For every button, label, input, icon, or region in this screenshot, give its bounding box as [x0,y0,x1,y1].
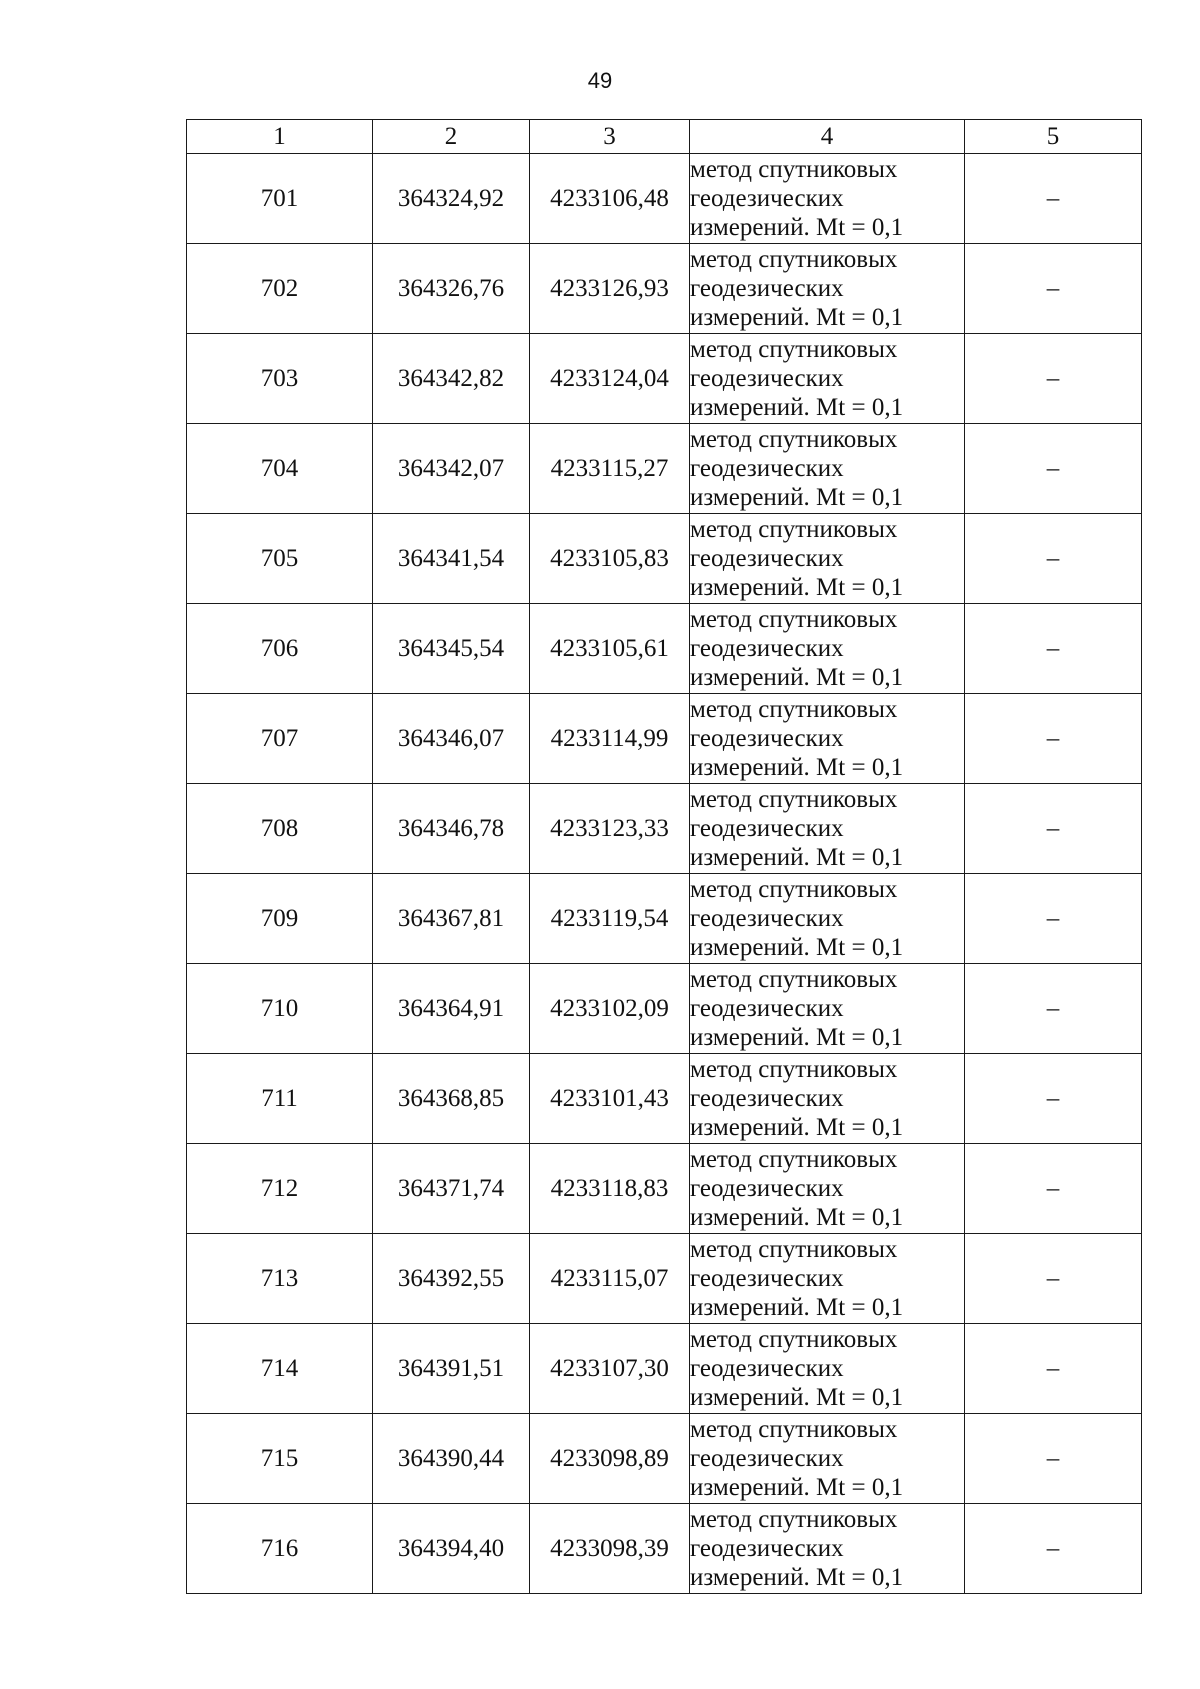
method-cell [690,694,965,784]
note-cell: – [965,1144,1142,1234]
x-coordinate-cell: 364367,81 [373,874,530,964]
point-number-cell: 710 [187,964,373,1054]
method-cell [690,1504,965,1594]
table-row [187,694,1142,784]
point-number-cell: 701 [187,154,373,244]
point-number-cell: 704 [187,424,373,514]
table-row [187,1324,1142,1414]
note-cell: – [965,334,1142,424]
method-line: измерений. Mt = 0,1 [690,1384,904,1411]
method-line: измерений. Mt = 0,1 [690,1474,904,1501]
y-coordinate-cell: 4233118,83 [530,1144,690,1234]
y-coordinate-cell: 4233106,48 [530,154,690,244]
table-row [187,1054,1142,1144]
method-line: измерений. Mt = 0,1 [690,1564,904,1591]
table-row [187,514,1142,604]
y-coordinate-cell: 4233101,43 [530,1054,690,1144]
method-cell [690,334,965,424]
method-line: геодезических [690,455,844,482]
point-number-cell: 705 [187,514,373,604]
method-line: измерений. Mt = 0,1 [690,934,904,961]
method-line: метод спутниковых [690,606,898,633]
method-cell [690,514,965,604]
table-row [187,1144,1142,1234]
method-cell [690,964,965,1054]
method-cell [690,1324,965,1414]
point-number-cell: 708 [187,784,373,874]
table-row [187,424,1142,514]
table-header [187,120,1142,154]
method-line: метод спутниковых [690,246,898,273]
method-line: геодезических [690,1445,844,1472]
x-coordinate-cell: 364324,92 [373,154,530,244]
method-line: геодезических [690,1535,844,1562]
table-row [187,604,1142,694]
method-cell [690,784,965,874]
method-line: метод спутниковых [690,1506,898,1533]
y-coordinate-cell: 4233102,09 [530,964,690,1054]
y-coordinate-cell: 4233115,27 [530,424,690,514]
point-number-cell: 703 [187,334,373,424]
method-cell [690,1234,965,1324]
table-row [187,244,1142,334]
method-line: геодезических [690,815,844,842]
y-coordinate-cell: 4233105,83 [530,514,690,604]
method-cell [690,1414,965,1504]
point-number-cell: 706 [187,604,373,694]
y-coordinate-cell: 4233123,33 [530,784,690,874]
note-cell: – [965,694,1142,784]
method-line: метод спутниковых [690,966,898,993]
x-coordinate-cell: 364391,51 [373,1324,530,1414]
point-number-cell: 711 [187,1054,373,1144]
method-line: метод спутниковых [690,156,898,183]
table-row [187,1414,1142,1504]
note-cell: – [965,514,1142,604]
method-line: геодезических [690,185,844,212]
method-line: измерений. Mt = 0,1 [690,214,904,241]
table-row [187,964,1142,1054]
note-cell: – [965,604,1142,694]
method-cell [690,1144,965,1234]
method-line: метод спутниковых [690,876,898,903]
table-row [187,154,1142,244]
y-coordinate-cell: 4233098,89 [530,1414,690,1504]
method-line: метод спутниковых [690,696,898,723]
method-line: измерений. Mt = 0,1 [690,1294,904,1321]
method-cell [690,874,965,964]
table-body [187,154,1142,1594]
method-line: измерений. Mt = 0,1 [690,484,904,511]
method-line: геодезических [690,365,844,392]
column-header-5: 5 [965,120,1142,154]
note-cell: – [965,1054,1142,1144]
y-coordinate-cell: 4233115,07 [530,1234,690,1324]
note-cell: – [965,424,1142,514]
table-row [187,784,1142,874]
point-number-cell: 707 [187,694,373,784]
method-line: измерений. Mt = 0,1 [690,754,904,781]
table-row [187,1234,1142,1324]
method-line: измерений. Mt = 0,1 [690,844,904,871]
x-coordinate-cell: 364346,07 [373,694,530,784]
method-line: метод спутниковых [690,786,898,813]
method-line: геодезических [690,905,844,932]
point-number-cell: 714 [187,1324,373,1414]
table-row [187,1504,1142,1594]
method-line: метод спутниковых [690,1416,898,1443]
y-coordinate-cell: 4233126,93 [530,244,690,334]
method-line: метод спутниковых [690,336,898,363]
y-coordinate-cell: 4233119,54 [530,874,690,964]
x-coordinate-cell: 364368,85 [373,1054,530,1144]
method-line: геодезических [690,1265,844,1292]
method-cell [690,424,965,514]
method-line: геодезических [690,725,844,752]
method-line: метод спутниковых [690,1146,898,1173]
table-row [187,334,1142,424]
method-line: измерений. Mt = 0,1 [690,1204,904,1231]
method-cell [690,154,965,244]
note-cell: – [965,1234,1142,1324]
point-number-cell: 712 [187,1144,373,1234]
method-line: измерений. Mt = 0,1 [690,394,904,421]
column-header-3: 3 [530,120,690,154]
y-coordinate-cell: 4233107,30 [530,1324,690,1414]
point-number-cell: 709 [187,874,373,964]
y-coordinate-cell: 4233098,39 [530,1504,690,1594]
x-coordinate-cell: 364326,76 [373,244,530,334]
x-coordinate-cell: 364394,40 [373,1504,530,1594]
y-coordinate-cell: 4233124,04 [530,334,690,424]
column-header-1: 1 [187,120,373,154]
x-coordinate-cell: 364392,55 [373,1234,530,1324]
method-line: измерений. Mt = 0,1 [690,304,904,331]
method-line: геодезических [690,1085,844,1112]
method-line: геодезических [690,1175,844,1202]
method-line: измерений. Mt = 0,1 [690,574,904,601]
method-line: геодезических [690,275,844,302]
x-coordinate-cell: 364345,54 [373,604,530,694]
page-number: 49 [587,68,613,93]
method-cell [690,244,965,334]
point-number-cell: 713 [187,1234,373,1324]
x-coordinate-cell: 364371,74 [373,1144,530,1234]
method-line: измерений. Mt = 0,1 [690,1114,904,1141]
method-line: геодезических [690,995,844,1022]
y-coordinate-cell: 4233114,99 [530,694,690,784]
method-line: геодезических [690,1355,844,1382]
method-cell [690,1054,965,1144]
x-coordinate-cell: 364390,44 [373,1414,530,1504]
method-line: измерений. Mt = 0,1 [690,664,904,691]
column-header-4: 4 [690,120,965,154]
method-line: метод спутниковых [690,1056,898,1083]
point-number-cell: 702 [187,244,373,334]
note-cell: – [965,244,1142,334]
x-coordinate-cell: 364342,07 [373,424,530,514]
header-row [187,120,1142,154]
method-line: метод спутниковых [690,426,898,453]
x-coordinate-cell: 364346,78 [373,784,530,874]
note-cell: – [965,784,1142,874]
note-cell: – [965,1324,1142,1414]
y-coordinate-cell: 4233105,61 [530,604,690,694]
note-cell: – [965,1414,1142,1504]
method-line: метод спутниковых [690,1326,898,1353]
table-row [187,874,1142,964]
note-cell: – [965,874,1142,964]
x-coordinate-cell: 364364,91 [373,964,530,1054]
method-line: геодезических [690,635,844,662]
x-coordinate-cell: 364342,82 [373,334,530,424]
x-coordinate-cell: 364341,54 [373,514,530,604]
coordinates-table [186,119,1142,1594]
method-line: измерений. Mt = 0,1 [690,1024,904,1051]
column-header-2: 2 [373,120,530,154]
note-cell: – [965,154,1142,244]
method-line: метод спутниковых [690,516,898,543]
method-line: геодезических [690,545,844,572]
method-line: метод спутниковых [690,1236,898,1263]
point-number-cell: 715 [187,1414,373,1504]
point-number-cell: 716 [187,1504,373,1594]
method-cell [690,604,965,694]
note-cell: – [965,1504,1142,1594]
note-cell: – [965,964,1142,1054]
